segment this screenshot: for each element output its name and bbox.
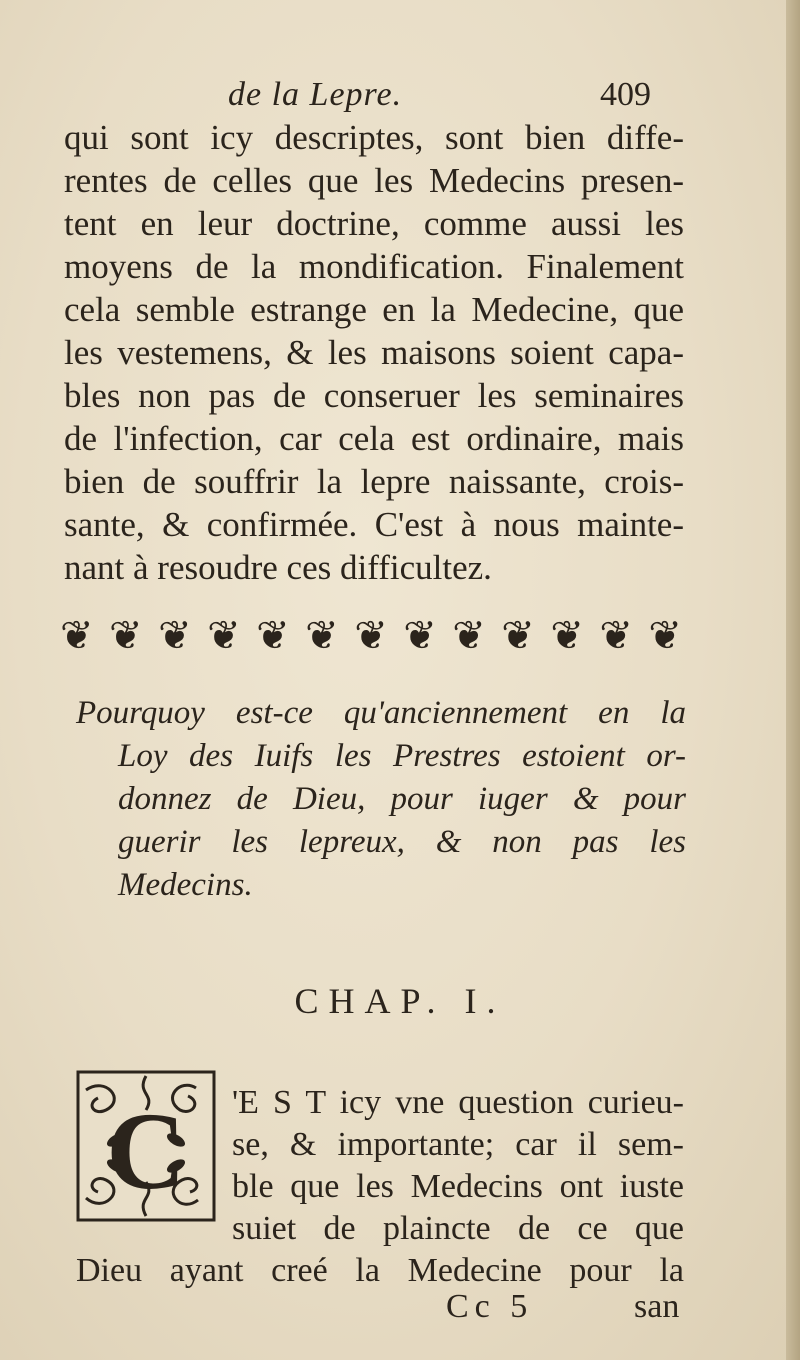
fleuron-icon: ❦: [305, 613, 339, 659]
question-line: Pourquoy est-ce qu'anciennement en la: [76, 695, 686, 731]
catchword: san: [634, 1288, 680, 1325]
text-line: 'E S T icy vne question curieu-: [232, 1084, 684, 1121]
chapter-paragraph: [232, 1082, 684, 1250]
text-line: bien de souffrir la lepre naissante, crois-: [64, 462, 684, 501]
text-line: Dieu ayant creé la Medecine pour la: [76, 1252, 684, 1289]
text-line: suiet de plaincte de ce que: [232, 1210, 684, 1247]
text-line: ble que les Medecins ont iuste: [232, 1168, 684, 1205]
fleuron-icon: ❦: [501, 613, 535, 659]
fleuron-icon: ❦: [256, 613, 290, 659]
text-line: tent en leur doctrine, comme aussi les: [64, 204, 684, 243]
question-line: guerir les lepreux, & non pas les: [118, 824, 686, 860]
body-text: [64, 116, 684, 589]
fleuron-icon: ❦: [648, 613, 682, 659]
text-line: de l'infection, car cela est ordinaire, mais: [64, 419, 684, 458]
question-heading: [76, 692, 686, 907]
signature-mark: Cc 5: [446, 1288, 534, 1325]
fleuron-icon: ❦: [403, 613, 437, 659]
text-line: qui sont icy descriptes, sont bien diffe-: [64, 118, 684, 157]
fleuron-icon: ❦: [158, 613, 192, 659]
text-line: bles non pas de conseruer les seminaires: [64, 376, 684, 415]
page-footer: [0, 1288, 800, 1332]
decorated-initial-c: [76, 1070, 216, 1222]
running-head: de la Lepre.: [228, 76, 403, 113]
printers-ornament-band: [60, 614, 682, 658]
text-line: sante, & confirmée. C'est à nous mainte-: [64, 505, 684, 544]
text-line: cela semble estrange en la Medecine, que: [64, 290, 684, 329]
fleuron-icon: ❦: [452, 613, 486, 659]
fleuron-icon: ❦: [354, 613, 388, 659]
chapter-paragraph-continued: [76, 1250, 684, 1292]
fleuron-icon: ❦: [207, 613, 241, 659]
text-line: moyens de la mondification. Finalement: [64, 247, 684, 286]
page-gutter-shadow: [786, 0, 800, 1360]
fleuron-icon: ❦: [60, 613, 94, 659]
drop-cap-letter: C: [106, 1090, 186, 1212]
question-line: Medecins.: [118, 867, 253, 903]
question-line: donnez de Dieu, pour iuger & pour: [118, 781, 686, 817]
page-header: [0, 76, 800, 116]
text-line: rentes de celles que les Medecins presen-: [64, 161, 684, 200]
fleuron-icon: ❦: [550, 613, 584, 659]
page-number: 409: [600, 76, 651, 113]
text-line: les vestemens, & les maisons soient capa-: [64, 333, 684, 372]
question-line: Loy des Iuifs les Prestres estoient or-: [118, 738, 686, 774]
chapter-heading: CHAP. I.: [294, 981, 506, 1021]
text-line: nant à resoudre ces difficultez.: [64, 548, 492, 587]
text-line: se, & importante; car il sem-: [232, 1126, 684, 1163]
fleuron-icon: ❦: [109, 613, 143, 659]
fleuron-icon: ❦: [599, 613, 633, 659]
floral-drop-cap-icon: [76, 1070, 216, 1222]
